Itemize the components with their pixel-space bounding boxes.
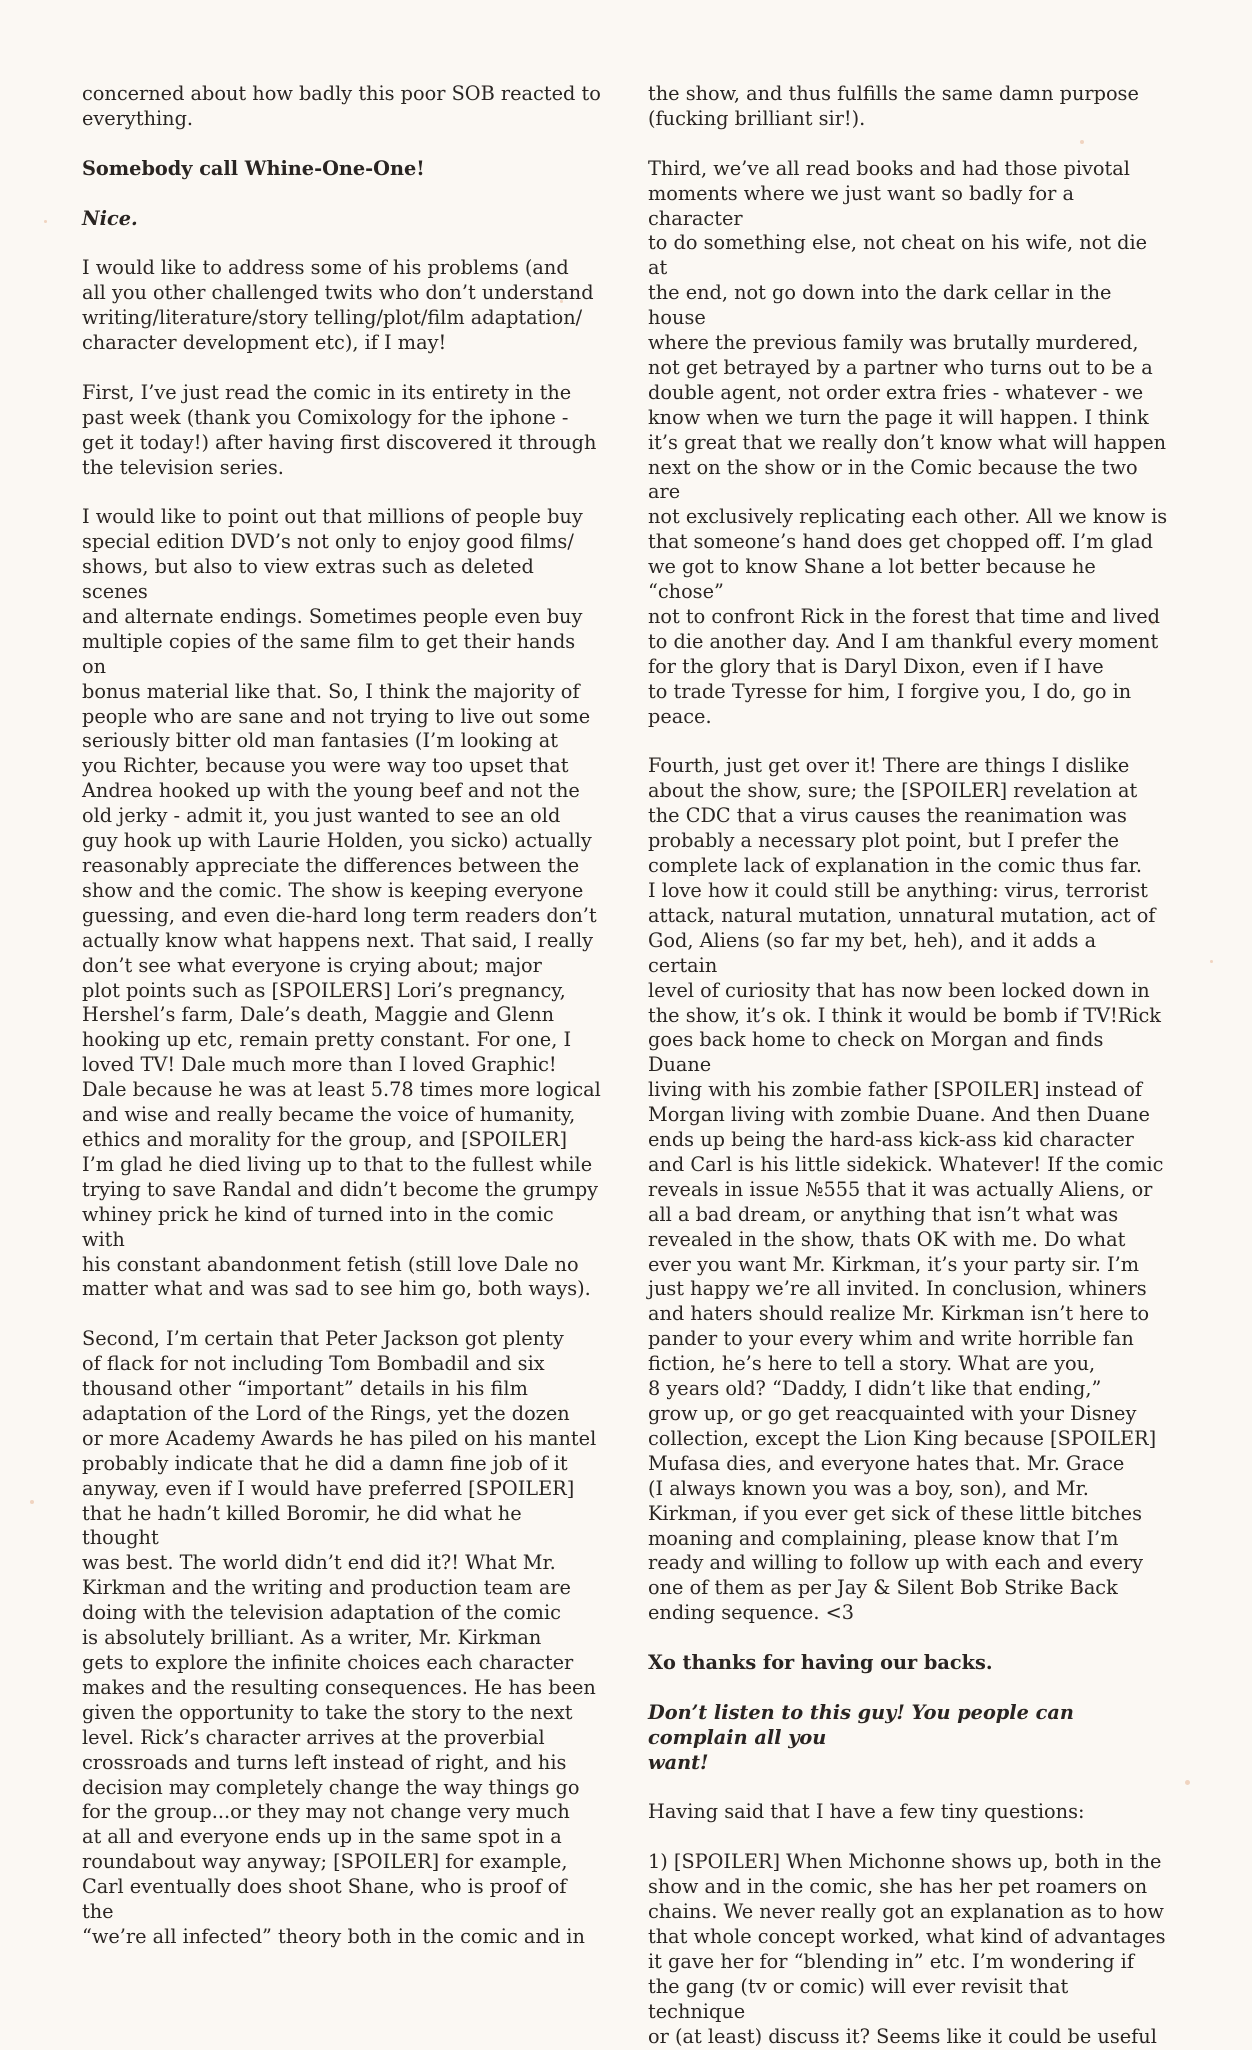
letter-paragraph: I would like to point out that millions of people buy special edition DVD’s not only to enjoy good films/ shows, but also to view extras such as deleted scenes and alternate endings. Sometimes people even buy multiple copies of the same film to get their hands on bonus material like that. So, I think the majority of people who are sane and not trying to live out some seriously bitter old man fantasies (I’m looking at you Richter, because you were way too upset that Andrea hooked up with the young beef and not the old jerky - admit it, you just wanted to see an old guy hook up with Laurie Holden, you sicko) actually reasonably appreciate the differences between the show and the comic. The show is keeping everyone guessing, and even die-hard long term readers don’t actually know what happens next. That said, I really don’t see what everyone is crying about; major plot points such as [SPOILERS] Lori’s pregnancy, Hershel’s farm, Dale’s death, Maggie and Glenn hooking up etc, remain pretty constant. For one, I loved TV! Dale much more than I loved Graphic! Dale because he was at least 5.78 times more logical and wise and really became the voice of humanity, ethics and morality for the group, and [SPOILER] I’m glad he died living up to that to the fullest while trying to save Randal and didn’t become the grumpy whiney prick he kind of turned into in the comic with his constant abandonment fetish (still love Dale no matter what and was sad to see him go, both ways). <box>82 505 601 1301</box>
letter-paragraph: First, I’ve just read the comic in its entirety in the past week (thank you Comixology for the iphone - get it today!) after having first discovered it through the television series. <box>82 380 597 479</box>
letter-paragraph: the show, and thus fulfills the same damn purpose (fucking brilliant sir!). <box>648 82 1139 130</box>
letter-heading: Somebody call Whine-One-One! <box>82 156 425 180</box>
paper-speck <box>1210 960 1213 963</box>
paper-speck <box>1185 1780 1190 1785</box>
editor-reply: Nice. <box>82 206 138 230</box>
letter-paragraph: Second, I’m certain that Peter Jackson got plenty of flack for not including Tom Bombadil and six thousand other “important” details in his film adaptation of the Lord of the Rings, yet the dozen or more Academy Awards he has piled on his mantel probably indicate that he did a damn fine job of it anyway, even if I would have preferred [SPOILER] that he hadn’t killed Boromir, he did what he thought was best. The world didn’t end did it?! What Mr. Kirkman and the writing and production team are doing with the television adaptation of the comic is absolutely brilliant. As a writer, Mr. Kirkman gets to explore the infinite choices each character makes and the resulting consequences. He has been given the opportunity to take the story to the next level. Rick’s character arrives at the proverbial crossroads and turns left instead of right, and his decision may completely change the way things go for the group...or they may not change very much at all and everyone ends up in the same spot in a roundabout way anyway; [SPOILER] for example, Carl eventually does shoot Shane, who is proof of the “we’re all infected” theory both in the comic and in <box>82 1327 597 1948</box>
editor-reply: Don’t listen to this guy! You people can complain all you want! <box>648 1700 1074 1774</box>
letter-heading: Xo thanks for having our backs. <box>648 1651 993 1675</box>
letter-paragraph: I would like to address some of his problems (and all you other challenged twits who don’t understand writing/literature/story telling/plot/film adaptation/ character development etc), if I may! <box>82 256 594 355</box>
paper-speck <box>44 220 47 223</box>
letter-paragraph: Third, we’ve all read books and had those pivotal moments where we just want so badly for a character to do something else, not cheat on his wife, not die at the end, not go down into the dark cellar in the house where the previous family was brutally murdered, not get betrayed by a partner who turns out to be a double agent, not order extra fries - whatever - we know when we turn the page it will happen. I think it’s great that we really don’t know what will happen next on the show or in the Comic because the two are not exclusively replicating each other. All we know is that someone’s hand does get chopped off. I’m glad we got to know Shane a lot better because he “chose” not to confront Rick in the forest that time and lived to die another day. And I am thankful every moment for the glory that is Daryl Dixon, even if I have to trade Tyresse for him, I forgive you, I do, go in peace. <box>648 156 1168 728</box>
letter-paragraph: concerned about how badly this poor SOB reacted to everything. <box>82 82 601 130</box>
left-column <box>82 82 602 1950</box>
paper-speck <box>30 1500 34 1504</box>
right-column <box>648 82 1168 2050</box>
letter-paragraph: 1) [SPOILER] When Michonne shows up, both in the show and in the comic, she has her pet roamers on chains. We never really got an explanation as to how that whole concept worked, what kind of advantages it gave her for “blending in” etc. I’m wondering if the gang (tv or comic) will ever revisit that technique or (at least) discuss it? Seems like it could be useful <box>648 1850 1166 2048</box>
letter-paragraph: Fourth, just get over it! There are things I dislike about the show, sure; the [SPOILER] revelation at the CDC that a virus causes the reanimation was probably a necessary plot point, but I prefer the complete lack of explanation in the comic thus far. I love how it could still be anything: virus, terrorist attack, natural mutation, unnatural mutation, act of God, Aliens (so far my bet, heh), and it adds a certain level of curiosity that has now been locked down in the show, it’s ok. I think it would be bomb if TV!Rick goes back home to check on Morgan and finds Duane living with his zombie father [SPOILER] instead of Morgan living with zombie Duane. And then Duane ends up being the hard-ass kick-ass kid character and Carl is his little sidekick. Whatever! If the comic reveals in issue №555 that it was actually Aliens, or all a bad dream, or anything that isn’t what was revealed in the show, thats OK with me. Do what ever you want Mr. Kirkman, it’s your party sir. I’m just happy we’re all invited. In conclusion, whiners and haters should realize Mr. Kirkman isn’t here to pander to your every whim and write horrible fan fiction, he’s here to tell a story. What are you, 8 years old? “Daddy, I didn’t like that ending,” grow up, or go get reacquainted with your Disney collection, except the Lion King because [SPOILER] Mufasa dies, and everyone hates that. Mr. Grace (I always known you was a boy, son), and Mr. Kirkman, if you ever get sick of these little bitches moaning and complaining, please know that I’m ready and willing to follow up with each and every one of them as per Jay & Silent Bob Strike Back ending sequence. <3 <box>648 754 1164 1625</box>
letter-paragraph: Having said that I have a few tiny questions: <box>648 1800 1085 1824</box>
